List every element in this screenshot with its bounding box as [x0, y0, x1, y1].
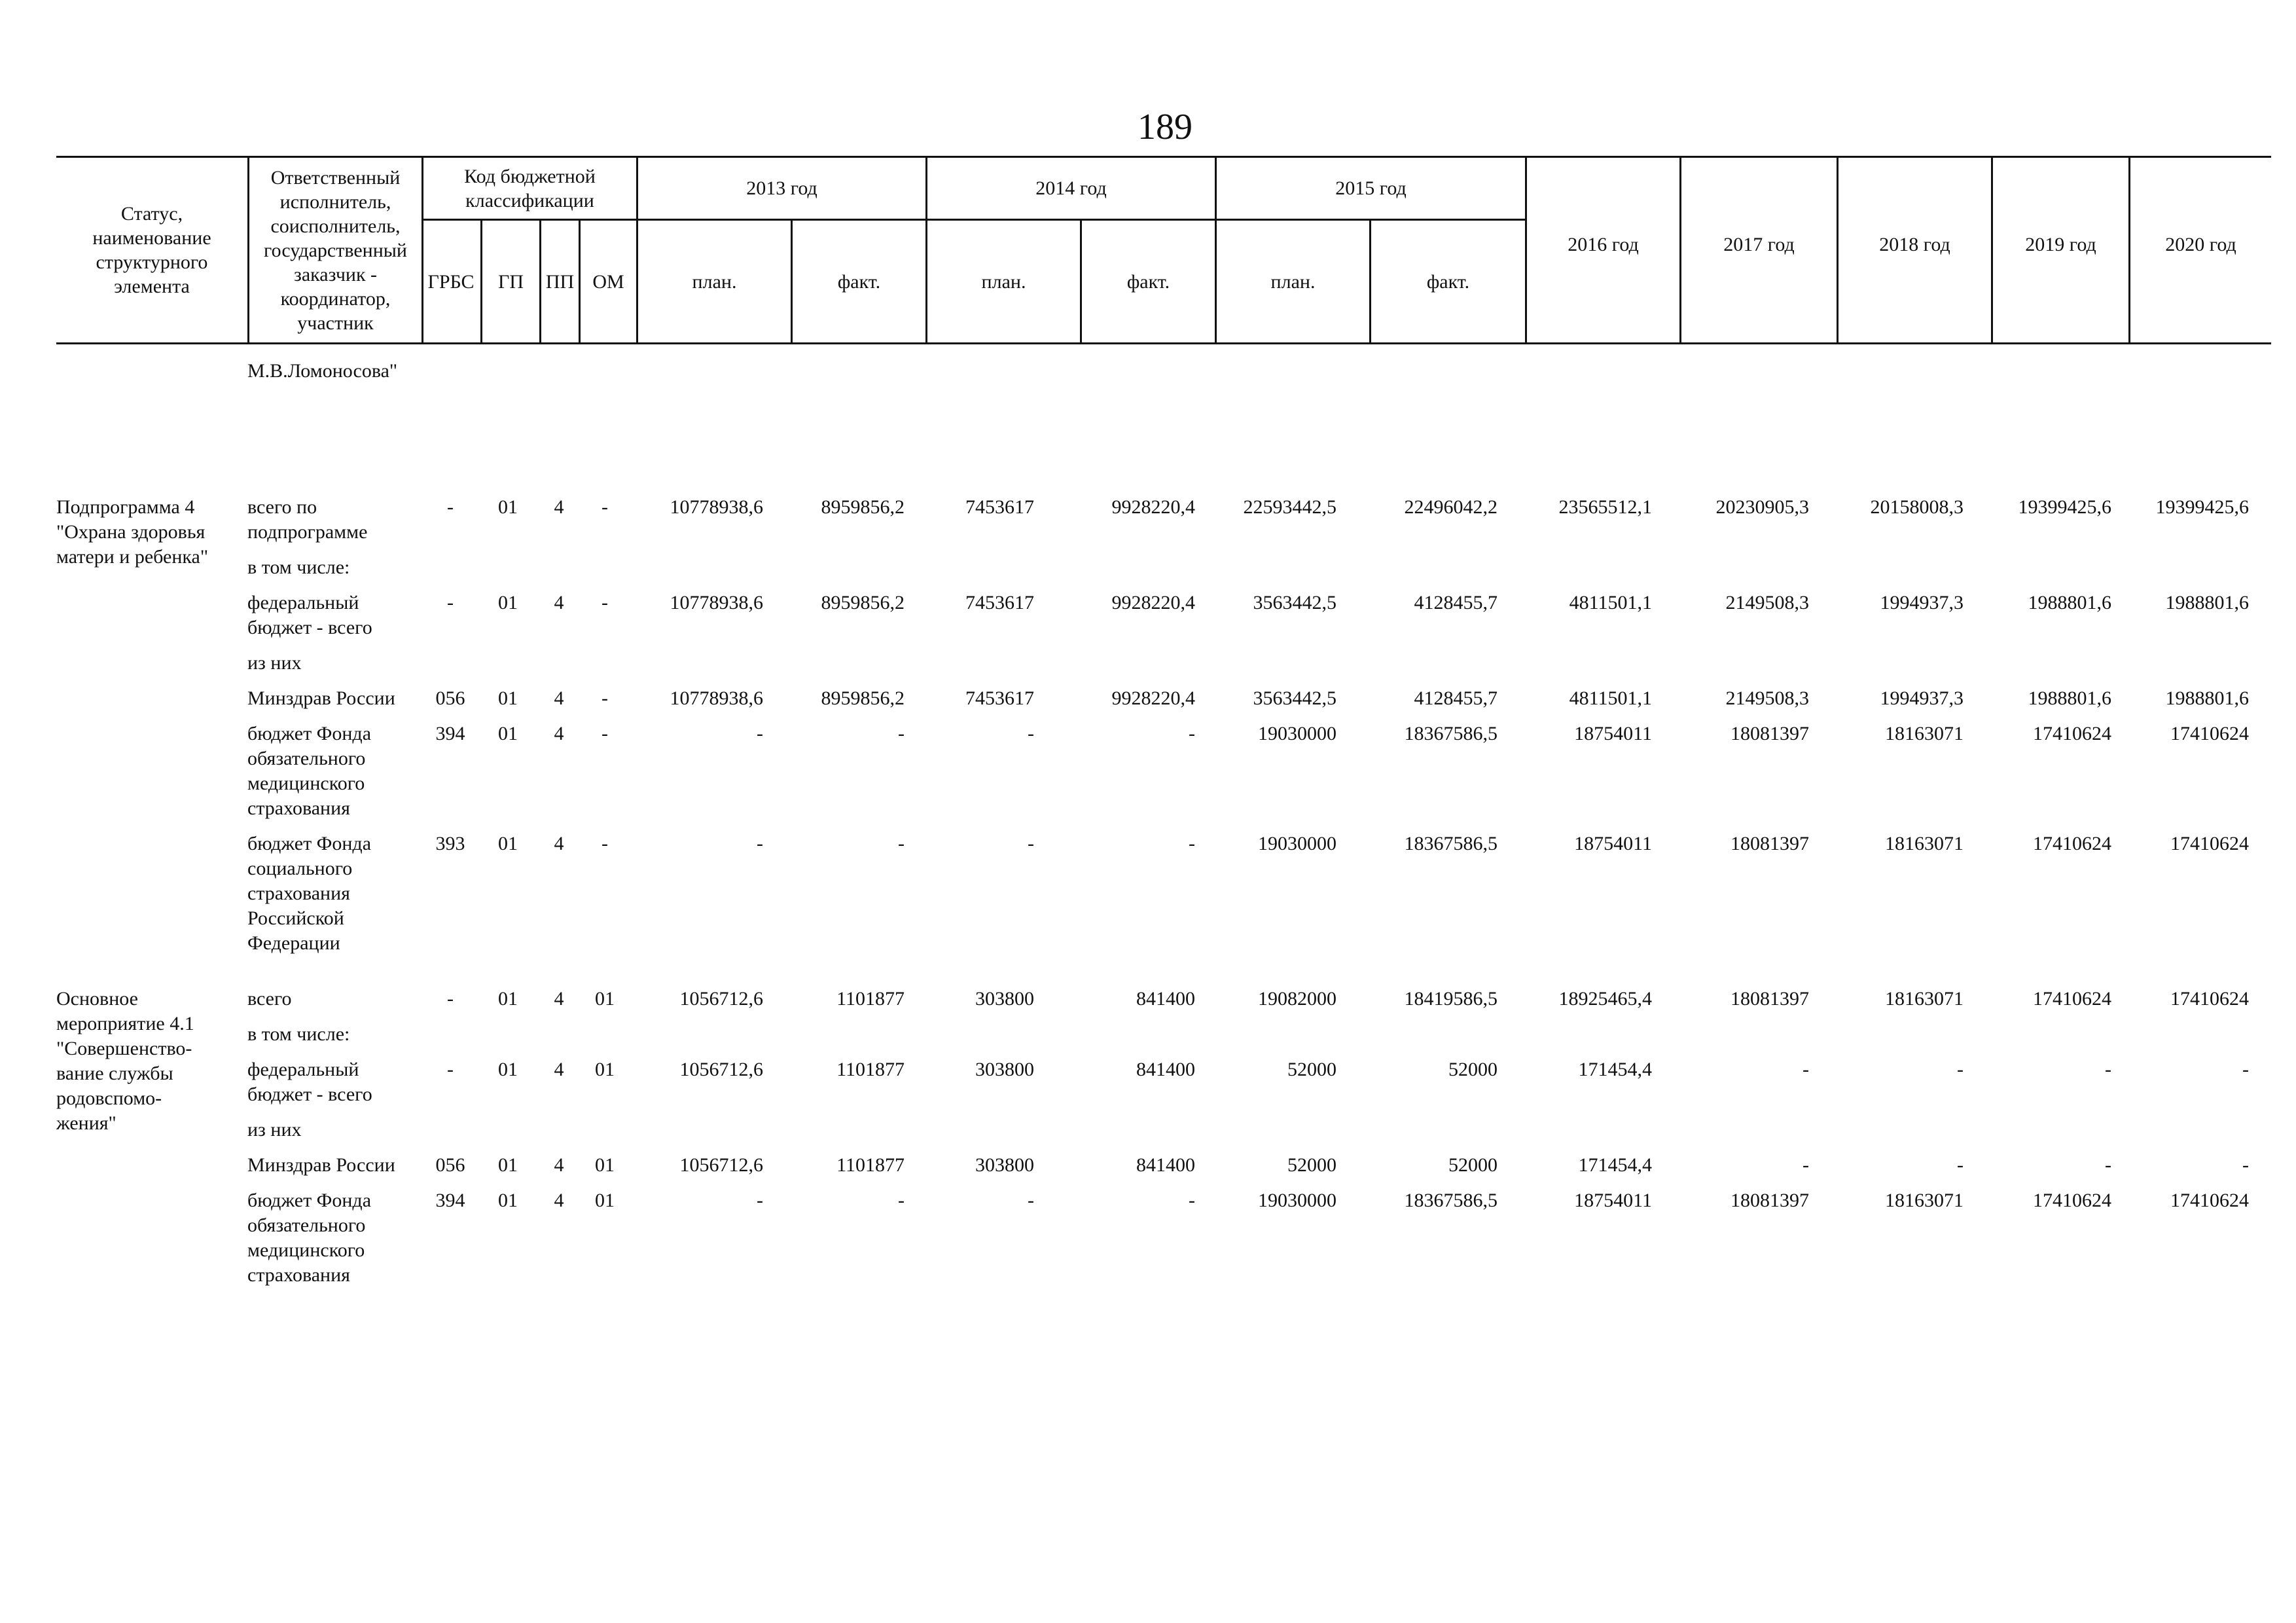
value-cell-v2020: 1988801,6 [2165, 592, 2249, 613]
value-cell-v2019: 17410624 [2033, 1190, 2111, 1211]
value-cell-v2020: - [2242, 1059, 2249, 1080]
value-cell-v2014p: - [1028, 833, 1034, 854]
value-cell-v2015p: 19030000 [1258, 1190, 1336, 1211]
value-cell-v2019: - [2105, 1154, 2111, 1176]
value-cell-v2014p: 303800 [975, 1059, 1034, 1080]
value-cell-v2014f: - [1189, 833, 1195, 854]
value-cell-v2013f: 1101877 [836, 988, 905, 1010]
value-cell-v2015f: 18367586,5 [1404, 1190, 1498, 1211]
value-cell-v2015p: 52000 [1287, 1154, 1336, 1176]
value-cell-v2015f: 22496042,2 [1404, 496, 1498, 518]
value-cell-v2015p: 3563442,5 [1253, 592, 1336, 613]
value-cell-v2014f: 9928220,4 [1111, 592, 1195, 613]
value-cell-v2013f: 1101877 [836, 1059, 905, 1080]
value-cell-v2013p: - [757, 1190, 763, 1211]
header-budget-code: Код бюджетной классификации [464, 165, 596, 211]
code-cell-gp: 01 [498, 723, 518, 744]
header-pp: ПП [545, 270, 575, 293]
value-cell-v2014f: 9928220,4 [1111, 496, 1195, 518]
value-cell-v2017: 18081397 [1731, 723, 1809, 744]
value-cell-v2013f: 8959856,2 [821, 687, 905, 709]
header-grbs: ГРБС [427, 270, 475, 293]
code-cell-pp: 4 [554, 496, 564, 518]
code-cell-gp: 01 [498, 988, 518, 1010]
value-cell-v2014p: 303800 [975, 988, 1034, 1010]
value-cell-v2020: - [2242, 1154, 2249, 1176]
value-cell-v2020: 19399425,6 [2155, 496, 2249, 518]
value-cell-v2018: 1994937,3 [1880, 592, 1964, 613]
value-cell-v2015f: 4128455,7 [1414, 687, 1498, 709]
value-cell-v2017: - [1803, 1059, 1809, 1080]
value-cell-v2019: 17410624 [2033, 988, 2111, 1010]
header-fact-2013: факт. [837, 270, 881, 293]
value-cell-v2015p: 19030000 [1258, 723, 1336, 744]
code-cell-om: 01 [595, 1190, 615, 1211]
value-cell-v2019: 1988801,6 [2028, 687, 2111, 709]
code-cell-grbs: - [447, 988, 454, 1010]
header-gp: ГП [497, 270, 524, 293]
row-label: всего [247, 988, 292, 1010]
value-cell-v2016: 18754011 [1574, 723, 1652, 744]
code-cell-om: 01 [595, 988, 615, 1010]
row-label: бюджет Фонда обязательного медицинского страхования [247, 1190, 372, 1286]
value-cell-v2019: 17410624 [2033, 723, 2111, 744]
code-cell-grbs: 056 [435, 1154, 465, 1176]
section-title: Основное мероприятие 4.1 "Совершенство- вание службы родовспомо- жения" [56, 988, 194, 1134]
code-cell-gp: 01 [498, 496, 518, 518]
code-cell-pp: 4 [554, 833, 564, 854]
value-cell-v2015f: 52000 [1448, 1154, 1498, 1176]
row-label: в том числе: [247, 556, 350, 578]
value-cell-v2016: 18754011 [1574, 833, 1652, 854]
value-cell-v2015f: 18367586,5 [1404, 833, 1498, 854]
code-cell-pp: 4 [554, 988, 564, 1010]
value-cell-v2017: - [1803, 1154, 1809, 1176]
row-label: в том числе: [247, 1023, 350, 1045]
value-cell-v2018: 20158008,3 [1870, 496, 1964, 518]
code-cell-pp: 4 [554, 723, 564, 744]
row-label: из них [247, 652, 302, 674]
value-cell-v2015f: 52000 [1448, 1059, 1498, 1080]
header-year-2018: 2018 год [1879, 233, 1950, 255]
header-plan-2015: план. [1270, 270, 1316, 293]
value-cell-v2017: 18081397 [1731, 833, 1809, 854]
value-cell-v2013p: - [757, 833, 763, 854]
value-cell-v2013p: 1056712,6 [679, 988, 763, 1010]
header-executor: Ответственный исполнитель, соисполнитель, государственный заказчик - координатор, участник [264, 166, 407, 334]
value-cell-v2014f: 9928220,4 [1111, 687, 1195, 709]
header-plan-2013: план. [692, 270, 737, 293]
code-cell-om: - [601, 496, 608, 518]
value-cell-v2013p: 1056712,6 [679, 1059, 763, 1080]
page-number: 189 [1138, 107, 1193, 147]
code-cell-pp: 4 [554, 1059, 564, 1080]
value-cell-v2019: 19399425,6 [2018, 496, 2111, 518]
value-cell-v2013f: - [898, 833, 905, 854]
code-cell-grbs: - [447, 496, 454, 518]
header-year-2015: 2015 год [1335, 177, 1407, 199]
header-plan-2014: план. [981, 270, 1026, 293]
value-cell-v2014p: 7453617 [965, 592, 1034, 613]
header-year-2019: 2019 год [2025, 233, 2096, 255]
value-cell-v2019: 1988801,6 [2028, 592, 2111, 613]
value-cell-v2014f: 841400 [1136, 988, 1195, 1010]
code-cell-pp: 4 [554, 1154, 564, 1176]
value-cell-v2016: 171454,4 [1578, 1154, 1652, 1176]
value-cell-v2017: 2149508,3 [1725, 687, 1809, 709]
code-cell-grbs: - [447, 1059, 454, 1080]
value-cell-v2020: 17410624 [2170, 833, 2249, 854]
value-cell-v2018: - [1957, 1154, 1964, 1176]
value-cell-v2014p: 7453617 [965, 496, 1034, 518]
value-cell-v2016: 18925465,4 [1558, 988, 1652, 1010]
value-cell-v2018: 18163071 [1885, 833, 1964, 854]
value-cell-v2014f: 841400 [1136, 1059, 1195, 1080]
row-label: всего по подпрограмме [247, 496, 368, 543]
value-cell-v2015p: 19030000 [1258, 833, 1336, 854]
code-cell-grbs: 394 [435, 1190, 465, 1211]
value-cell-v2016: 23565512,1 [1558, 496, 1652, 518]
value-cell-v2018: 18163071 [1885, 1190, 1964, 1211]
row-label: федеральный бюджет - всего [247, 592, 372, 638]
header-year-2020: 2020 год [2165, 233, 2236, 255]
header-year-2016: 2016 год [1568, 233, 1639, 255]
code-cell-pp: 4 [554, 592, 564, 613]
header-fact-2014: факт. [1126, 270, 1170, 293]
row-label: бюджет Фонда обязательного медицинского страхования [247, 723, 372, 819]
row-label: федеральный бюджет - всего [247, 1059, 372, 1105]
value-cell-v2020: 17410624 [2170, 988, 2249, 1010]
code-cell-grbs: - [447, 592, 454, 613]
code-cell-gp: 01 [498, 687, 518, 709]
value-cell-v2017: 18081397 [1731, 1190, 1809, 1211]
value-cell-v2013p: 1056712,6 [679, 1154, 763, 1176]
value-cell-v2013p: 10778938,6 [670, 592, 763, 613]
code-cell-gp: 01 [498, 1059, 518, 1080]
code-cell-om: - [601, 833, 608, 854]
header-status: Статус, наименование структурного элемента [92, 203, 211, 297]
row-label: Минздрав России [247, 687, 395, 709]
value-cell-v2017: 2149508,3 [1725, 592, 1809, 613]
value-cell-v2018: 18163071 [1885, 723, 1964, 744]
value-cell-v2017: 20230905,3 [1715, 496, 1809, 518]
value-cell-v2014p: - [1028, 723, 1034, 744]
row-label: бюджет Фонда социального страхования Российской Федерации [247, 833, 372, 954]
value-cell-v2013p: 10778938,6 [670, 496, 763, 518]
code-cell-gp: 01 [498, 1154, 518, 1176]
value-cell-v2019: 17410624 [2033, 833, 2111, 854]
value-cell-v2013f: - [898, 723, 905, 744]
value-cell-v2015f: 4128455,7 [1414, 592, 1498, 613]
code-cell-pp: 4 [554, 687, 564, 709]
value-cell-v2014f: - [1189, 723, 1195, 744]
value-cell-v2013f: 1101877 [836, 1154, 905, 1176]
header-year-2013: 2013 год [746, 177, 817, 199]
code-cell-gp: 01 [498, 1190, 518, 1211]
code-cell-grbs: 056 [435, 687, 465, 709]
value-cell-v2016: 4811501,1 [1569, 592, 1652, 613]
value-cell-v2018: - [1957, 1059, 1964, 1080]
value-cell-v2014f: - [1189, 1190, 1195, 1211]
row-label: Минздрав России [247, 1154, 395, 1176]
value-cell-v2014p: 7453617 [965, 687, 1034, 709]
header-year-2017: 2017 год [1723, 233, 1795, 255]
code-cell-gp: 01 [498, 592, 518, 613]
header-om: ОМ [592, 270, 624, 293]
value-cell-v2013p: - [757, 723, 763, 744]
value-cell-v2014p: - [1028, 1190, 1034, 1211]
value-cell-v2018: 18163071 [1885, 988, 1964, 1010]
continuation-text: М.В.Ломоносова" [247, 360, 398, 382]
row-label: из них [247, 1119, 302, 1140]
value-cell-v2015p: 22593442,5 [1243, 496, 1336, 518]
value-cell-v2016: 4811501,1 [1569, 687, 1652, 709]
code-cell-om: - [601, 723, 608, 744]
value-cell-v2016: 171454,4 [1578, 1059, 1652, 1080]
value-cell-v2017: 18081397 [1731, 988, 1809, 1010]
value-cell-v2013p: 10778938,6 [670, 687, 763, 709]
header-year-2014: 2014 год [1035, 177, 1107, 199]
header-fact-2015: факт. [1426, 270, 1470, 293]
value-cell-v2014f: 841400 [1136, 1154, 1195, 1176]
value-cell-v2015p: 3563442,5 [1253, 687, 1336, 709]
section-title: Подпрограмма 4 "Охрана здоровья матери и ребенка" [56, 496, 209, 568]
value-cell-v2013f: 8959856,2 [821, 496, 905, 518]
code-cell-pp: 4 [554, 1190, 564, 1211]
value-cell-v2013f: - [898, 1190, 905, 1211]
value-cell-v2015f: 18367586,5 [1404, 723, 1498, 744]
value-cell-v2013f: 8959856,2 [821, 592, 905, 613]
code-cell-om: - [601, 687, 608, 709]
value-cell-v2015p: 19082000 [1258, 988, 1336, 1010]
value-cell-v2015f: 18419586,5 [1404, 988, 1498, 1010]
value-cell-v2019: - [2105, 1059, 2111, 1080]
header-bottom-rule [56, 342, 2271, 344]
code-cell-grbs: 394 [435, 723, 465, 744]
value-cell-v2015p: 52000 [1287, 1059, 1336, 1080]
value-cell-v2020: 1988801,6 [2165, 687, 2249, 709]
value-cell-v2020: 17410624 [2170, 723, 2249, 744]
code-cell-om: 01 [595, 1154, 615, 1176]
code-cell-om: - [601, 592, 608, 613]
code-cell-gp: 01 [498, 833, 518, 854]
code-cell-om: 01 [595, 1059, 615, 1080]
code-cell-grbs: 393 [435, 833, 465, 854]
value-cell-v2016: 18754011 [1574, 1190, 1652, 1211]
value-cell-v2020: 17410624 [2170, 1190, 2249, 1211]
value-cell-v2018: 1994937,3 [1880, 687, 1964, 709]
value-cell-v2014p: 303800 [975, 1154, 1034, 1176]
